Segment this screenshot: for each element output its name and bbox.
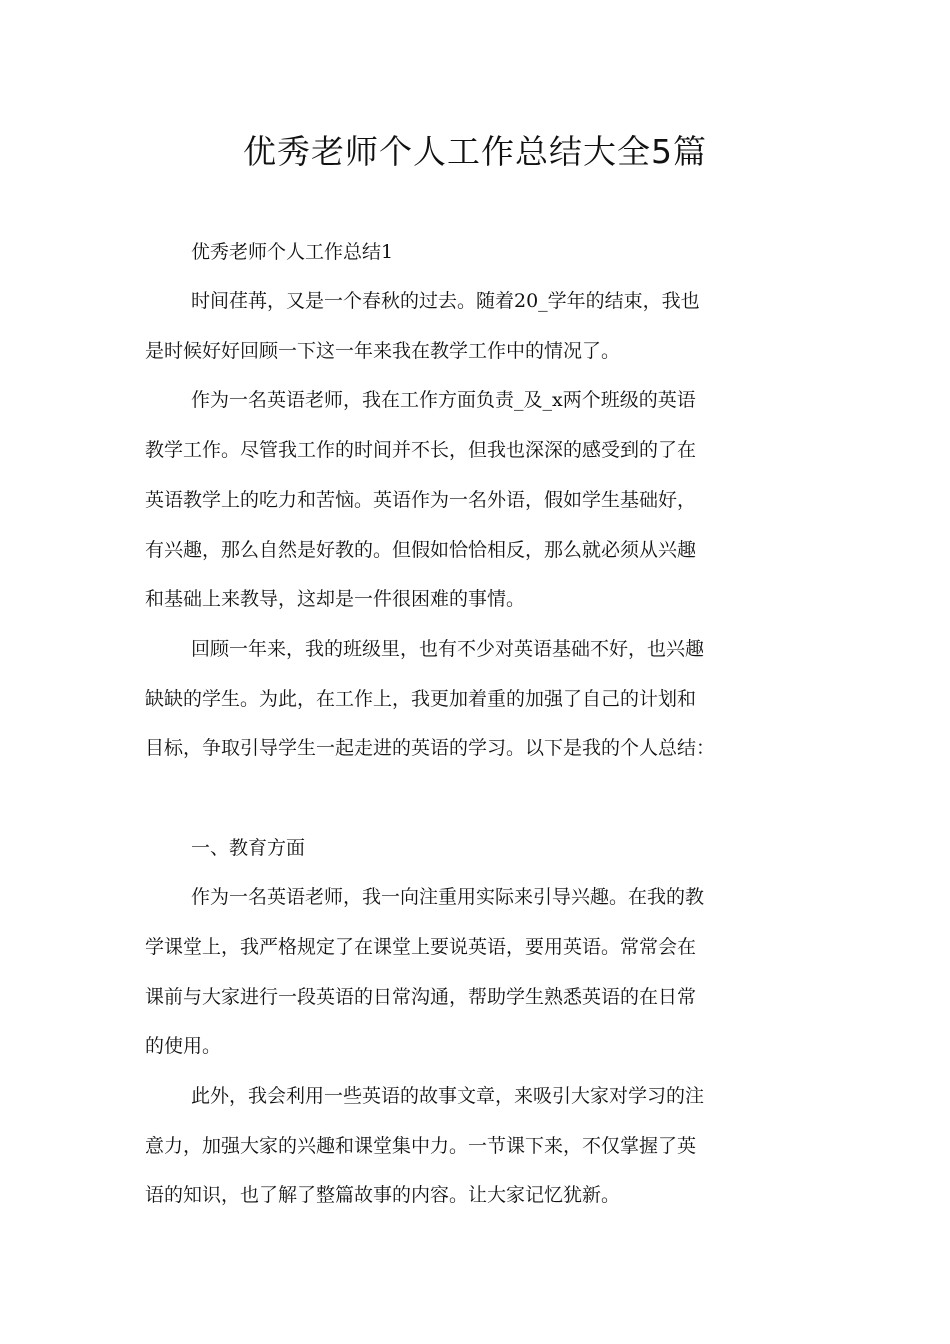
paragraph-line: 缺缺的学生。为此，在工作上，我更加着重的加强了自己的计划和 xyxy=(145,688,697,710)
document-subtitle: 优秀老师个人工作总结1 xyxy=(191,241,394,263)
paragraph-line: 意力，加强大家的兴趣和课堂集中力。一节课下来，不仅掌握了英 xyxy=(145,1135,697,1157)
paragraph-line: 课前与大家进行一段英语的日常沟通，帮助学生熟悉英语的在日常 xyxy=(145,986,697,1008)
paragraph-line: 时间荏苒，又是一个春秋的过去。随着20_学年的结束，我也 xyxy=(191,290,700,312)
paragraph-line: 有兴趣，那么自然是好教的。但假如恰恰相反，那么就必须从兴趣 xyxy=(145,539,697,561)
paragraph-line: 回顾一年来，我的班级里，也有不少对英语基础不好，也兴趣 xyxy=(191,638,705,660)
paragraph-line: 英语教学上的吃力和苦恼。英语作为一名外语，假如学生基础好， xyxy=(145,489,697,511)
paragraph-line: 此外，我会利用一些英语的故事文章，来吸引大家对学习的注 xyxy=(191,1085,705,1107)
section-heading: 一、教育方面 xyxy=(191,837,306,859)
paragraph-line: 是时候好好回顾一下这一年来我在教学工作中的情况了。 xyxy=(145,340,621,362)
paragraph-line: 语的知识，也了解了整篇故事的内容。让大家记忆犹新。 xyxy=(145,1184,621,1206)
paragraph-line: 的使用。 xyxy=(145,1035,222,1057)
paragraph-line: 目标，争取引导学生一起走进的英语的学习。以下是我的个人总结： xyxy=(145,737,716,759)
paragraph-line: 作为一名英语老师，我在工作方面负责_及_x两个班级的英语 xyxy=(191,389,696,411)
paragraph-line: 学课堂上，我严格规定了在课堂上要说英语，要用英语。常常会在 xyxy=(145,936,697,958)
document-title: 优秀老师个人工作总结大全5篇 xyxy=(243,132,707,171)
paragraph-line: 作为一名英语老师，我一向注重用实际来引导兴趣。在我的教 xyxy=(191,886,705,908)
paragraph-line: 教学工作。尽管我工作的时间并不长，但我也深深的感受到的了在 xyxy=(145,439,697,461)
paragraph-line: 和基础上来教导，这却是一件很困难的事情。 xyxy=(145,588,526,610)
